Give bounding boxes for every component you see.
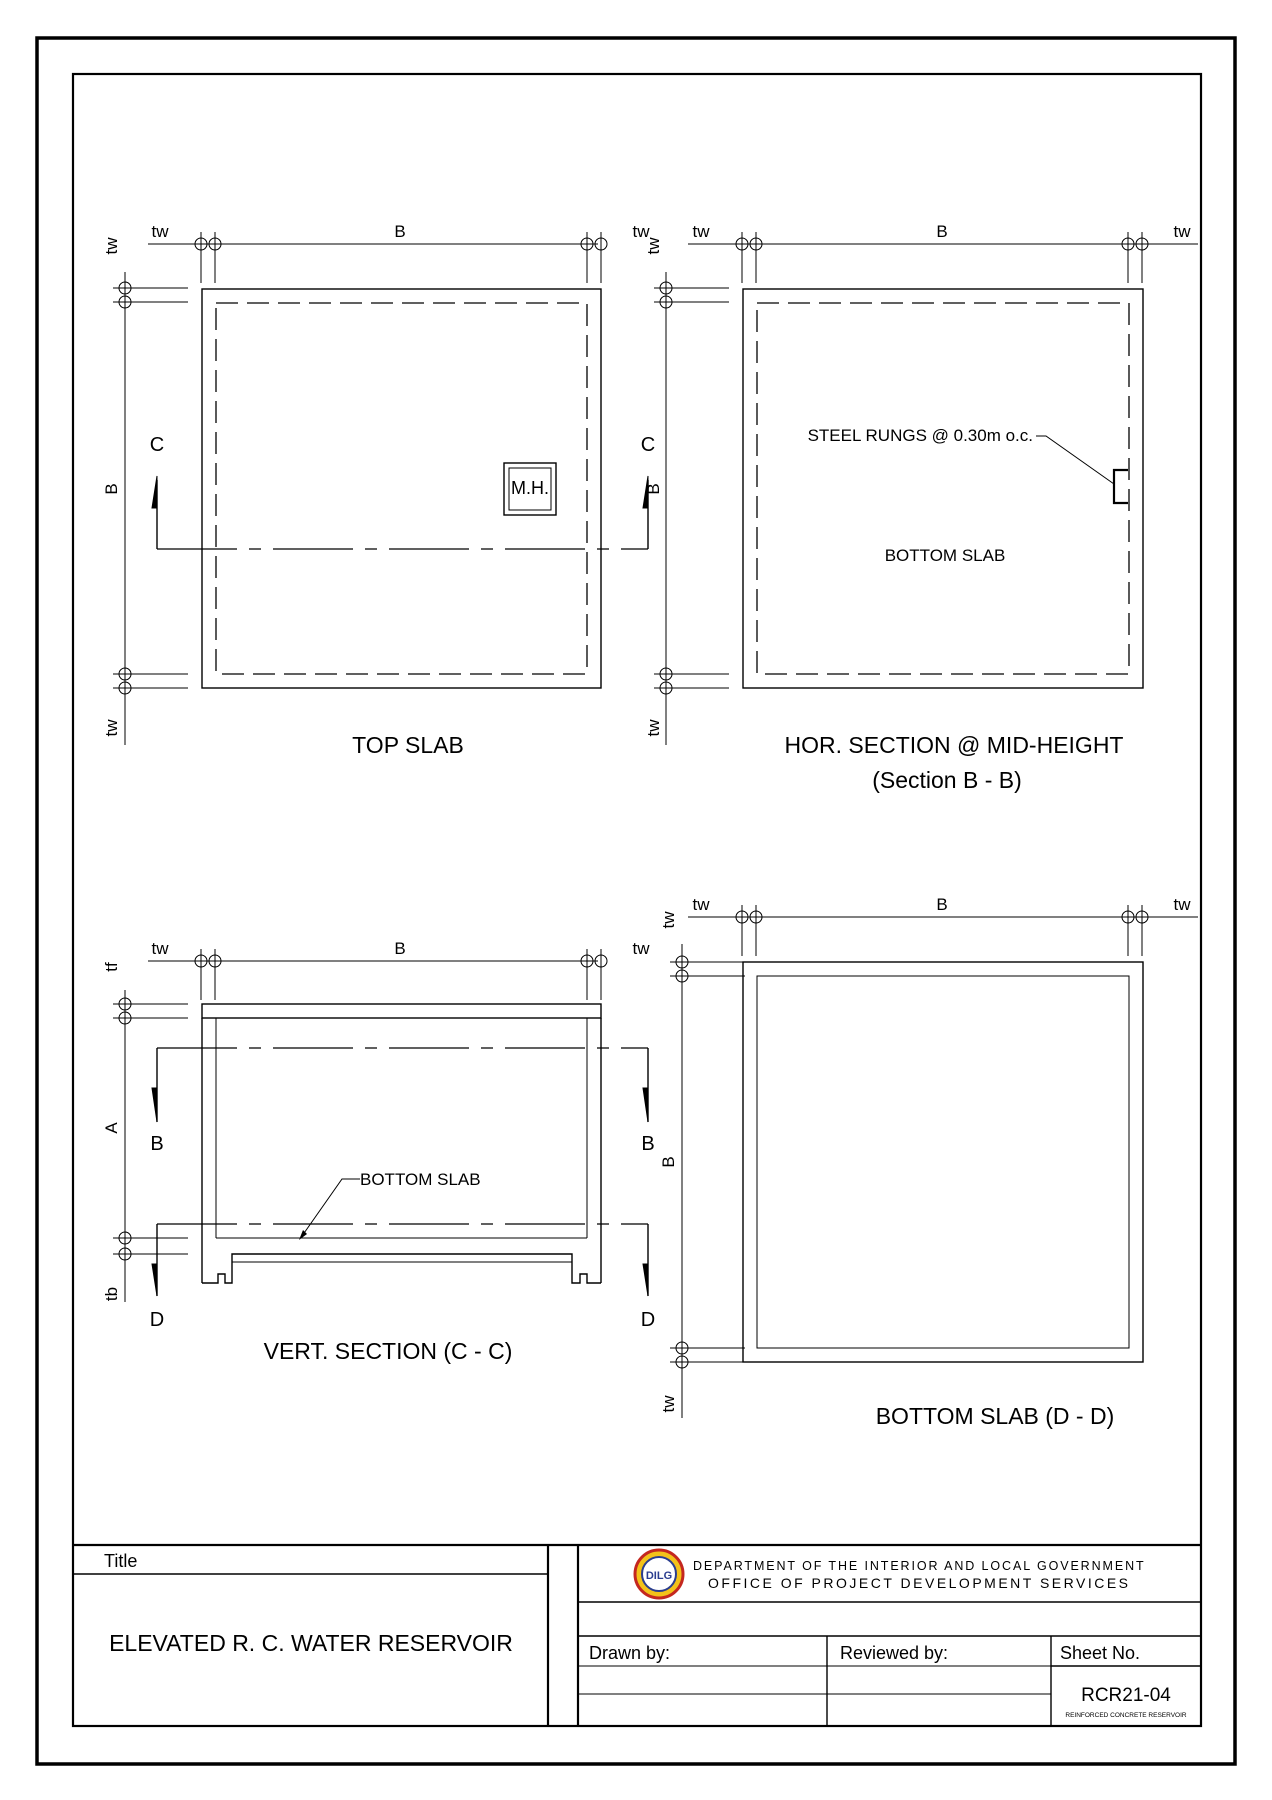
dim-tw-top: tw bbox=[644, 237, 663, 255]
section-mark-d-right: D bbox=[640, 1309, 656, 1331]
title-label: Title bbox=[104, 1551, 138, 1571]
dim-tw-left: tw bbox=[692, 222, 710, 241]
dilg-logo-text: DILG bbox=[645, 1570, 673, 1582]
view-title-top-slab: TOP SLAB bbox=[352, 732, 464, 758]
vertical-section-view bbox=[102, 939, 655, 1364]
outer-border bbox=[37, 38, 1235, 1764]
sheet-no-label: Sheet No. bbox=[1060, 1643, 1141, 1663]
section-mark-d-left: D bbox=[149, 1309, 165, 1331]
dim-tw-top: tw bbox=[659, 911, 678, 929]
dim-b: B bbox=[394, 939, 406, 958]
dim-tw-bottom: tw bbox=[659, 1395, 678, 1413]
dim-tw-left: tw bbox=[151, 939, 169, 958]
note-bottom-slab: BOTTOM SLAB bbox=[884, 546, 1006, 565]
view-title-bottom-slab: BOTTOM SLAB (D - D) bbox=[875, 1403, 1115, 1429]
dim-tw-top: tw bbox=[102, 237, 121, 255]
section-mark-c-left: C bbox=[149, 434, 165, 456]
note-bottom-slab: BOTTOM SLAB bbox=[360, 1170, 481, 1189]
view-title-hor-section: HOR. SECTION @ MID-HEIGHT bbox=[784, 732, 1124, 758]
dim-tw-bottom: tw bbox=[644, 719, 663, 737]
dim-tw-right: tw bbox=[632, 939, 650, 958]
title-block bbox=[73, 1545, 1201, 1726]
dim-b-vertical: B bbox=[102, 483, 121, 495]
drawn-by-label: Drawn by: bbox=[589, 1643, 671, 1663]
dim-tw-right: tw bbox=[1173, 895, 1191, 914]
dim-b-vertical: B bbox=[659, 1156, 678, 1168]
dim-tw-left: tw bbox=[692, 895, 710, 914]
dim-b: B bbox=[394, 222, 406, 241]
sheet-caption: REINFORCED CONCRETE RESERVOIR bbox=[1065, 1712, 1187, 1719]
dim-tw-bottom: tw bbox=[102, 719, 121, 737]
dim-tf: tf bbox=[102, 962, 121, 972]
drawing-title: ELEVATED R. C. WATER RESERVOIR bbox=[109, 1630, 513, 1656]
bottom-slab-view bbox=[659, 895, 1198, 1429]
sheet-number: RCR21-04 bbox=[1081, 1685, 1171, 1706]
section-mark-c-right: C bbox=[640, 434, 656, 456]
inner-border bbox=[73, 74, 1201, 1726]
dim-b-vertical: B bbox=[644, 483, 663, 495]
manhole-label: M.H. bbox=[511, 478, 549, 498]
steel-rungs-symbol bbox=[1114, 470, 1128, 503]
view-subtitle-section-b-b: (Section B - B) bbox=[872, 767, 1022, 793]
reviewed-by-label: Reviewed by: bbox=[840, 1643, 949, 1663]
dilg-logo bbox=[635, 1550, 683, 1598]
dim-tw-right: tw bbox=[632, 222, 650, 241]
dim-tb: tb bbox=[102, 1286, 121, 1302]
note-steel-rungs: STEEL RUNGS @ 0.30m o.c. bbox=[807, 426, 1033, 445]
dim-a: A bbox=[102, 1122, 121, 1134]
section-mark-b-left: B bbox=[150, 1133, 164, 1155]
view-title-vert-section: VERT. SECTION (C - C) bbox=[263, 1338, 513, 1364]
agency-name: DEPARTMENT OF THE INTERIOR AND LOCAL GOVERNMENT bbox=[693, 1559, 1146, 1573]
dim-tw-right: tw bbox=[1173, 222, 1191, 241]
horizontal-section-view bbox=[644, 222, 1198, 793]
top-slab-view bbox=[102, 222, 655, 758]
office-name: OFFICE OF PROJECT DEVELOPMENT SERVICES bbox=[708, 1575, 1131, 1591]
dim-tw-left: tw bbox=[151, 222, 169, 241]
dim-b: B bbox=[936, 222, 948, 241]
dim-b: B bbox=[936, 895, 948, 914]
section-mark-b-right: B bbox=[641, 1133, 655, 1155]
